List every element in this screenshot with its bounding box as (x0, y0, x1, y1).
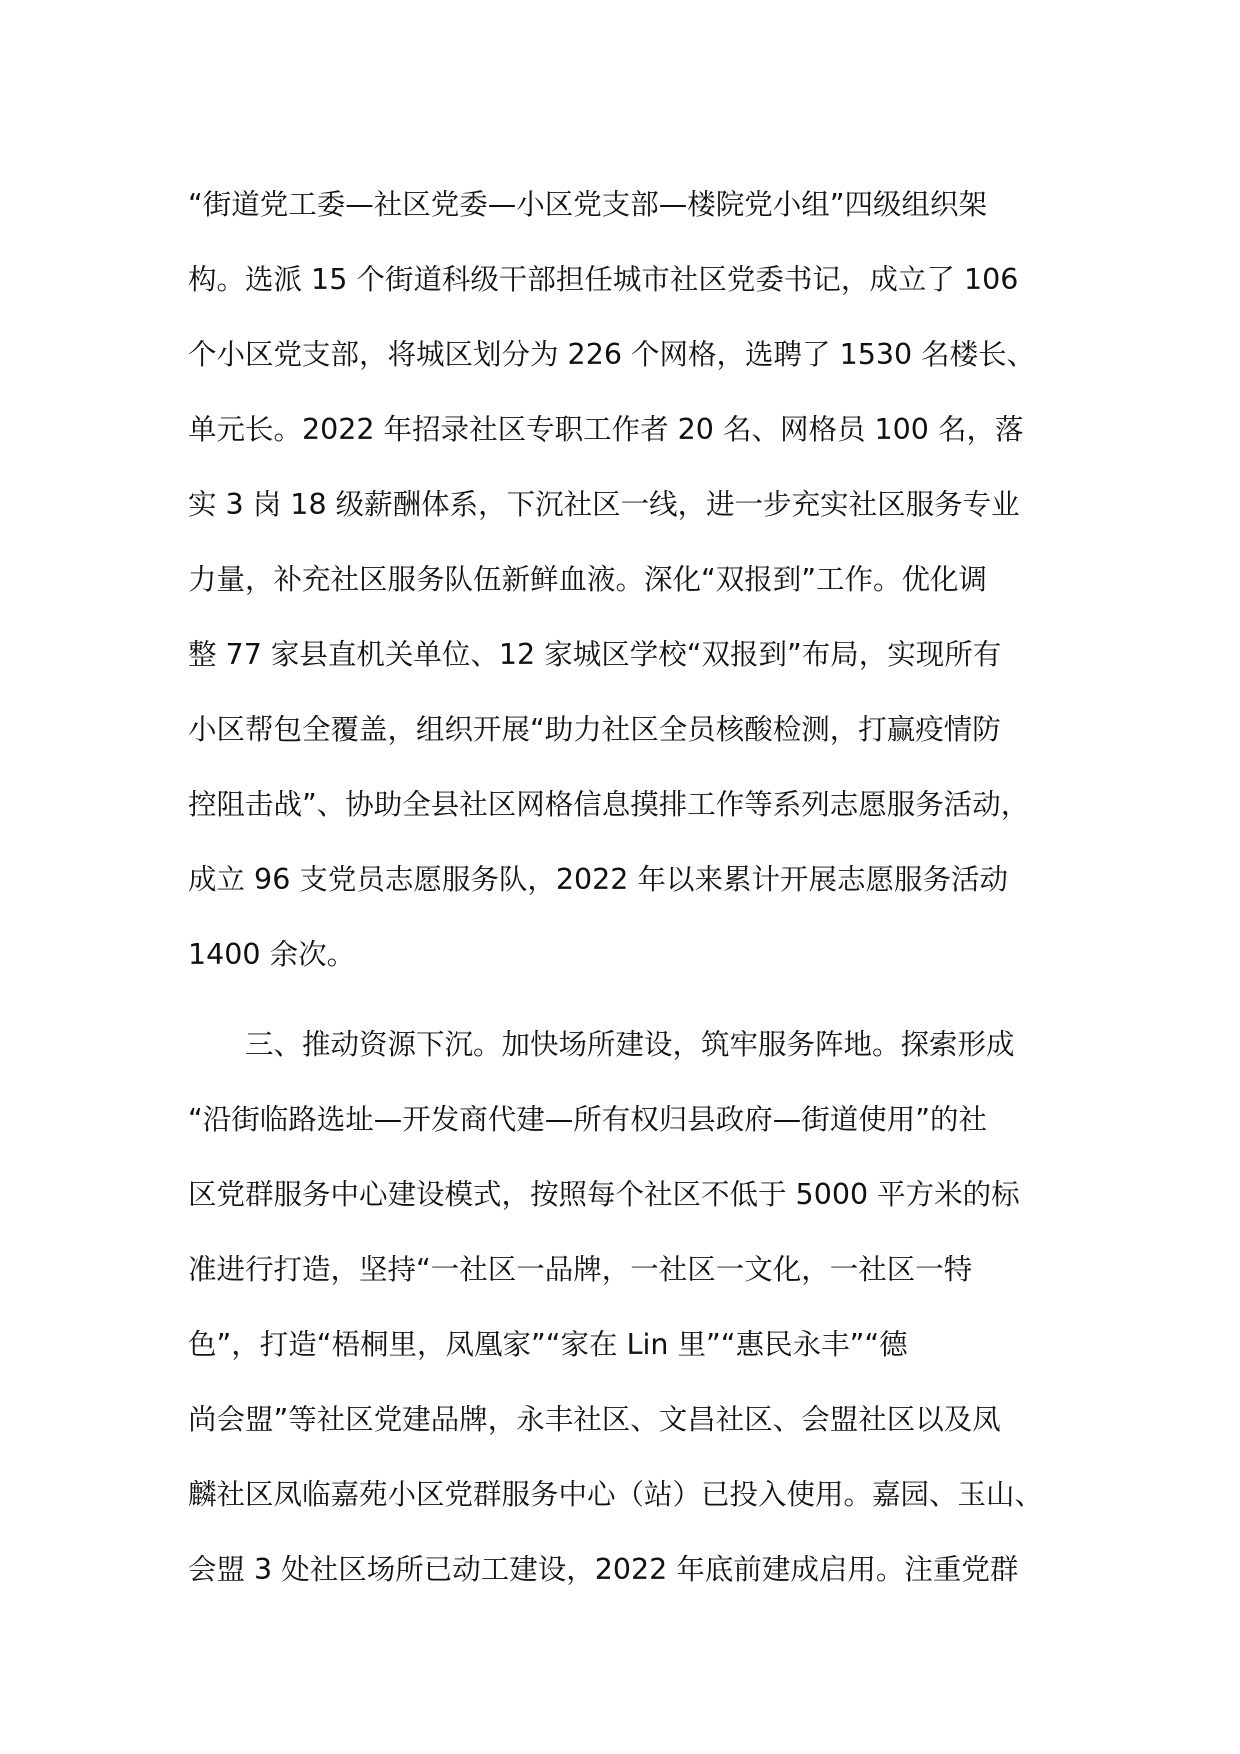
text-line: 个小区党支部，将城区划分为 226 个网格，选聘了 1530 名楼长、 (188, 338, 1036, 371)
text-line: 会盟 3 处社区场所已动工建设，2022 年底前建成启用。注重党群 (188, 1553, 1019, 1586)
text-line: 单元长。2022 年招录社区专职工作者 20 名、网格员 100 名，落 (188, 413, 1024, 446)
paragraph-1 (188, 167, 1068, 992)
text-line: 准进行打造，坚持“一社区一品牌，一社区一文化，一社区一特 (188, 1253, 973, 1286)
document-body (188, 167, 1068, 1607)
text-line: 色”，打造“梧桐里，凤凰家”“家在 Lin 里”“惠民永丰”“德 (188, 1328, 908, 1361)
paragraph-2 (188, 1007, 1068, 1607)
text-line: 实 3 岗 18 级薪酬体系，下沉社区一线，进一步充实社区服务专业 (188, 488, 1020, 521)
paragraph-gap (188, 992, 1068, 1007)
text-line: 控阻击战”、协助全县社区网格信息摸排工作等系列志愿服务活动， (188, 788, 1030, 821)
text-line: 尚会盟”等社区党建品牌，永丰社区、文昌社区、会盟社区以及凤 (188, 1403, 1001, 1436)
text-line: “街道党工委—社区党委—小区党支部—楼院党小组”四级组织架 (188, 188, 988, 221)
text-line: 构。选派 15 个街道科级干部担任城市社区党委书记，成立了 106 (188, 263, 1019, 296)
text-line: 三、推动资源下沉。加快场所建设，筑牢服务阵地。探索形成 (188, 1028, 1015, 1061)
text-line: 1400 余次。 (188, 938, 356, 971)
text-line: “沿街临路选址—开发商代建—所有权归县政府—街道使用”的社 (188, 1103, 988, 1136)
text-line: 整 77 家县直机关单位、12 家城区学校“双报到”布局，实现所有 (188, 638, 1002, 671)
text-line: 力量，补充社区服务队伍新鲜血液。深化“双报到”工作。优化调 (188, 563, 988, 596)
text-line: 成立 96 支党员志愿服务队，2022 年以来累计开展志愿服务活动 (188, 863, 1008, 896)
text-line: 麟社区凤临嘉苑小区党群服务中心（站）已投入使用。嘉园、玉山、 (188, 1478, 1044, 1511)
text-line: 区党群服务中心建设模式，按照每个社区不低于 5000 平方米的标 (188, 1178, 1020, 1211)
text-line: 小区帮包全覆盖，组织开展“助力社区全员核酸检测，打赢疫情防 (188, 713, 1001, 746)
